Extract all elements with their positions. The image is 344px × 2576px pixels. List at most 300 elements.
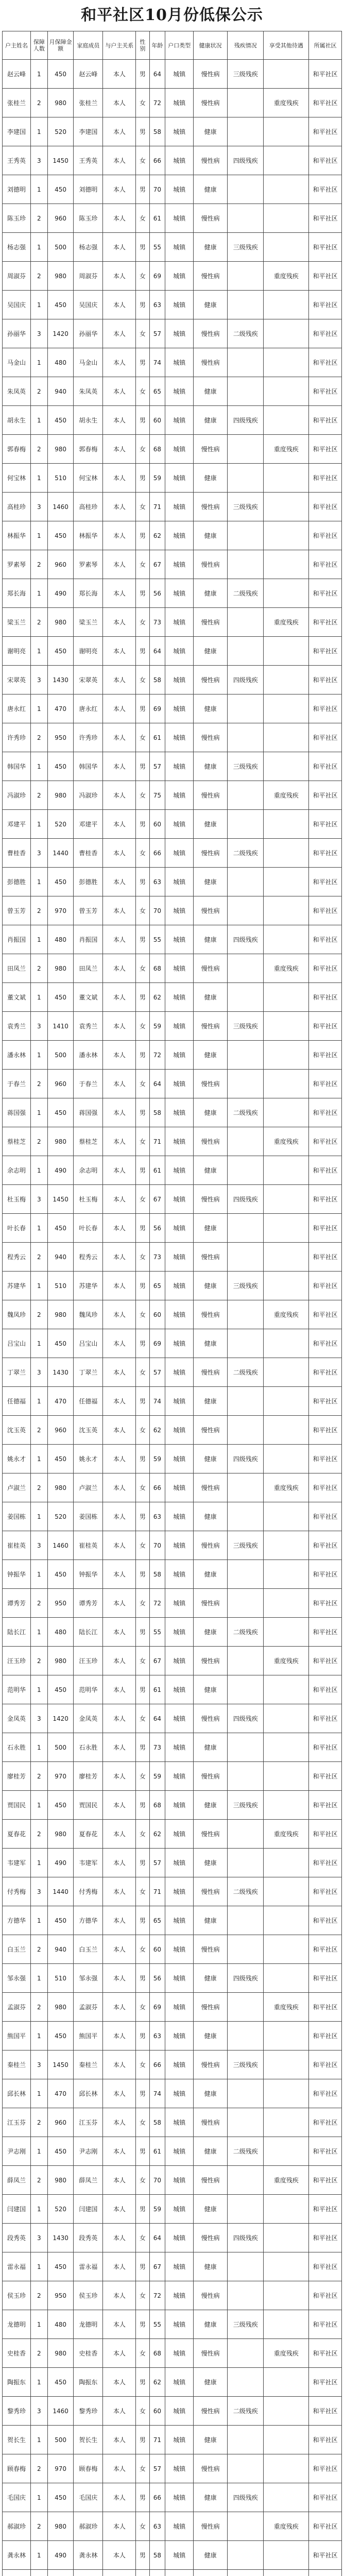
table-cell: 本人 [103,1589,136,1618]
table-cell: 3 [30,1185,47,1214]
table-cell [264,233,309,262]
table-cell: 城镇 [165,1214,194,1243]
table-row [3,2368,342,2397]
table-cell: 男 [136,2079,149,2108]
table-cell [228,89,264,117]
table-cell: 450 [47,1791,74,1820]
table-cell: 本人 [103,1272,136,1300]
table-cell: 本人 [103,1762,136,1791]
table-cell [228,2570,264,2576]
table-cell: 毛国庆 [74,2483,103,2512]
table-cell: 三级残疾 [228,1012,264,1041]
table-cell: 1460 [47,1531,74,1560]
table-cell: 谭秀芳 [74,1589,103,1618]
table-cell: 1 [30,60,47,89]
table-cell: 和平社区 [309,464,342,493]
table-cell: 66 [149,146,165,175]
table-cell: 490 [47,2541,74,2570]
table-cell [264,1560,309,1589]
table-cell: 重度残疾 [264,2166,309,2195]
table-cell: 重度残疾 [264,1820,309,1849]
table-cell: 男 [136,925,149,954]
table-cell: 崔桂英 [74,1531,103,1560]
table-cell: 陈玉珍 [74,204,103,233]
table-cell: 980 [47,1647,74,1675]
table-cell: 2 [30,2166,47,2195]
table-cell: 魏凤珍 [74,1300,103,1329]
table-cell: 城镇 [165,1070,194,1098]
table-cell: 58 [149,666,165,694]
table-cell: 城镇 [165,521,194,550]
table-row [3,1733,342,1762]
table-cell: 2 [30,1300,47,1329]
table-cell: 本人 [103,868,136,896]
table-row [3,1272,342,1300]
table-row [3,839,342,868]
table-cell: 2 [30,2512,47,2541]
table-cell [103,2570,136,2576]
table-cell [264,637,309,666]
table-cell: 980 [47,89,74,117]
table-cell: 男 [136,1618,149,1647]
table-cell: 3 [30,493,47,521]
table-cell: 董文斌 [3,983,31,1012]
table-cell: 本人 [103,637,136,666]
table-cell: 和平社区 [309,608,342,637]
table-cell: 城镇 [165,348,194,377]
table-cell: 健康 [194,1849,228,1877]
table-cell: 和平社区 [309,175,342,204]
table-cell: 慢性病 [194,2281,228,2310]
table-cell: 慢性病 [194,204,228,233]
table-cell: 女 [136,2339,149,2368]
table-cell: 薛凤兰 [74,2166,103,2195]
table-row [3,1531,342,1560]
table-cell: 慢性病 [194,1877,228,1906]
table-cell: 健康 [194,521,228,550]
table-cell: 和平社区 [309,1300,342,1329]
table-cell [228,1070,264,1098]
table-cell: 肖振国 [3,925,31,954]
table-cell: 城镇 [165,1762,194,1791]
table-row [3,694,342,723]
table-cell: 和平社区 [309,839,342,868]
table-cell: 秦桂兰 [74,2050,103,2079]
table-cell: 孟淑芬 [3,1993,31,2022]
table-cell: 健康 [194,2310,228,2339]
table-cell: 1460 [47,493,74,521]
table-cell: 970 [47,2454,74,2483]
table-cell: 本人 [103,1993,136,2022]
table-cell: 曹桂香 [3,839,31,868]
table-cell: 1 [30,1791,47,1820]
table-cell: 490 [47,1849,74,1877]
table-cell: 63 [149,1502,165,1531]
table-cell: 曾玉芳 [74,896,103,925]
table-cell: 1 [30,464,47,493]
table-cell [264,1416,309,1445]
table-cell: 480 [47,2310,74,2339]
table-cell: 慢性病 [194,1127,228,1156]
table-cell [264,550,309,579]
table-cell: 冯淑珍 [3,781,31,810]
table-cell: 1440 [47,1877,74,1906]
table-cell: 城镇 [165,637,194,666]
table-cell [165,2570,194,2576]
table-cell [228,1243,264,1272]
table-cell: 二级残疾 [228,1877,264,1906]
table-cell: 二级残疾 [228,1098,264,1127]
table-cell: 慢性病 [194,319,228,348]
table-cell [264,291,309,319]
table-cell [264,2108,309,2137]
table-cell: 72 [149,1589,165,1618]
table-cell: 侯玉珍 [3,2281,31,2310]
table-cell [264,2281,309,2310]
table-cell: 城镇 [165,2281,194,2310]
table-cell: 健康 [194,117,228,146]
table-cell: 女 [136,1762,149,1791]
table-cell: 和平社区 [309,1733,342,1762]
table-cell [228,637,264,666]
table-cell: 女 [136,1820,149,1849]
table-cell: 城镇 [165,1877,194,1906]
table-cell: 城镇 [165,464,194,493]
table-cell: 3 [30,1877,47,1906]
table-cell: 慢性病 [194,2166,228,2195]
table-row [3,146,342,175]
table-cell: 邓建平 [74,810,103,839]
table-cell: 健康 [194,2079,228,2108]
table-cell: 重度残疾 [264,2339,309,2368]
table-cell: 四级残疾 [228,666,264,694]
table-cell: 程秀云 [3,1243,31,1272]
table-cell: 69 [149,694,165,723]
table-cell: 女 [136,89,149,117]
table-cell: 980 [47,781,74,810]
table-cell: 60 [149,2397,165,2426]
table-cell: 3 [30,1012,47,1041]
table-cell: 1410 [47,1012,74,1041]
table-cell: 2 [30,1762,47,1791]
table-cell [228,781,264,810]
table-cell: 55 [149,1618,165,1647]
table-row [3,1560,342,1589]
table-cell: 慢性病 [194,2454,228,2483]
table-cell: 城镇 [165,896,194,925]
table-cell: 本人 [103,1358,136,1387]
table-cell: 城镇 [165,2166,194,2195]
table-cell: 1 [30,983,47,1012]
table-cell: 65 [149,1272,165,1300]
table-cell: 本人 [103,521,136,550]
table-cell: 城镇 [165,1127,194,1156]
table-cell [264,839,309,868]
table-cell: 男 [136,983,149,1012]
table-row [3,2281,342,2310]
table-cell: 健康 [194,868,228,896]
table-cell: 2 [30,1820,47,1849]
table-cell: 余志明 [3,1156,31,1185]
table-cell: 男 [136,1329,149,1358]
table-row [3,1473,342,1502]
table-cell: 69 [149,1329,165,1358]
table-cell: 57 [149,2454,165,2483]
table-cell: 女 [136,319,149,348]
table-row [3,521,342,550]
table-cell: 慢性病 [194,1300,228,1329]
table-cell: 女 [136,550,149,579]
table-cell: 李建国 [74,117,103,146]
table-cell: 慢性病 [194,839,228,868]
table-cell: 城镇 [165,1358,194,1387]
table-cell [264,1704,309,1733]
table-cell: 闫建国 [3,2195,31,2224]
table-cell: 1440 [47,839,74,868]
table-cell: 61 [149,1675,165,1704]
table-row [3,1041,342,1070]
column-header: 性别 [136,31,149,60]
table-cell: 本人 [103,810,136,839]
table-row [3,175,342,204]
table-cell: 女 [136,2108,149,2137]
table-cell: 470 [47,2079,74,2108]
table-row [3,1098,342,1127]
table-cell [194,2570,228,2576]
table-cell: 段秀英 [74,2224,103,2252]
table-cell: 女 [136,1243,149,1272]
table-cell: 57 [149,1358,165,1387]
table-cell: 城镇 [165,146,194,175]
column-header: 享受其他待遇 [264,31,309,60]
table-cell: 四级残疾 [228,1185,264,1214]
table-cell: 980 [47,608,74,637]
table-cell: 陆长江 [3,1618,31,1647]
table-cell: 慢性病 [194,435,228,464]
table-cell: 63 [149,868,165,896]
table-cell: 960 [47,1416,74,1445]
table-cell: 和平社区 [309,1647,342,1675]
table-cell [228,435,264,464]
table-cell: 白玉兰 [3,1935,31,1964]
table-cell: 女 [136,1993,149,2022]
table-cell [228,896,264,925]
table-cell: 3 [30,1358,47,1387]
table-cell: 和平社区 [309,1531,342,1560]
table-cell: 城镇 [165,2512,194,2541]
table-cell: 本人 [103,1964,136,1993]
table-cell [264,117,309,146]
table-cell: 重度残疾 [264,1993,309,2022]
table-row [3,781,342,810]
table-row [3,608,342,637]
table-row [3,1070,342,1098]
table-cell [264,1791,309,1820]
table-cell: 女 [136,666,149,694]
table-cell: 健康 [194,1733,228,1762]
table-cell: 女 [136,608,149,637]
table-body [3,60,342,2576]
table-cell [264,1531,309,1560]
table-cell: 男 [136,233,149,262]
table-cell [264,1935,309,1964]
table-cell: 2 [30,2281,47,2310]
table-cell: 慢性病 [194,1531,228,1560]
table-cell: 城镇 [165,2108,194,2137]
table-row [3,983,342,1012]
table-cell: 吕宝山 [3,1329,31,1358]
table-cell: 许秀珍 [3,723,31,752]
table-cell: 孟淑芬 [74,1993,103,2022]
table-cell: 方德华 [74,1906,103,1935]
table-row [3,493,342,521]
table-cell [264,1762,309,1791]
table-cell: 三级残疾 [228,493,264,521]
table-cell: 女 [136,1531,149,1560]
table-cell: 唐永红 [74,694,103,723]
table-cell: 男 [136,752,149,781]
table-cell: 本人 [103,1704,136,1733]
table-cell: 1 [30,2137,47,2166]
table-cell: 和平社区 [309,1906,342,1935]
table-cell: 1 [30,1502,47,1531]
table-cell [228,983,264,1012]
table-cell: 江玉芬 [3,2108,31,2137]
column-header: 残疾情况 [228,31,264,60]
table-cell: 谢明亮 [3,637,31,666]
table-cell [228,1762,264,1791]
table-cell [228,1647,264,1675]
table-cell: 本人 [103,1531,136,1560]
table-cell: 慢性病 [194,1704,228,1733]
table-cell: 三级残疾 [228,60,264,89]
table-cell: 付秀梅 [74,1877,103,1906]
table-cell [264,868,309,896]
table-cell: 70 [149,896,165,925]
table-cell: 58 [149,2541,165,2570]
table-cell: 健康 [194,1791,228,1820]
table-cell: 女 [136,1647,149,1675]
table-cell: 慢性病 [194,954,228,983]
table-cell: 城镇 [165,1272,194,1300]
table-cell: 本人 [103,2339,136,2368]
table-cell: 男 [136,1098,149,1127]
table-cell: 67 [149,1647,165,1675]
table-cell: 59 [149,464,165,493]
table-cell: 1 [30,1098,47,1127]
table-cell: 城镇 [165,493,194,521]
table-cell: 女 [136,1012,149,1041]
table-row [3,2224,342,2252]
table-cell: 崔桂英 [3,1531,31,1560]
table-row [3,1935,342,1964]
table-cell: 健康 [194,1098,228,1127]
table-cell [264,1733,309,1762]
table-cell [136,2570,149,2576]
table-cell: 男 [136,1156,149,1185]
table-cell: 和平社区 [309,637,342,666]
table-cell [264,896,309,925]
table-cell [228,1675,264,1704]
table-cell: 和平社区 [309,204,342,233]
table-cell [264,694,309,723]
table-row [3,2570,342,2576]
table-row [3,464,342,493]
table-cell: 本人 [103,1243,136,1272]
table-cell: 980 [47,1993,74,2022]
table-cell: 胡永生 [3,406,31,435]
table-cell: 夏春花 [74,1820,103,1849]
table-cell: 1430 [47,666,74,694]
table-cell: 1 [30,233,47,262]
table-cell: 金凤英 [3,1704,31,1733]
table-cell: 2 [30,2339,47,2368]
table-cell: 520 [47,1502,74,1531]
table-cell: 谭秀芳 [3,1589,31,1618]
table-cell: 男 [136,291,149,319]
table-cell: 72 [149,89,165,117]
table-cell [264,348,309,377]
table-cell [228,1589,264,1618]
table-cell: 城镇 [165,1964,194,1993]
table-cell: 张桂兰 [3,89,31,117]
table-cell: 慢性病 [194,2050,228,2079]
table-cell: 450 [47,406,74,435]
table-cell: 二级残疾 [228,839,264,868]
table-cell: 和平社区 [309,2454,342,2483]
table-cell: 和平社区 [309,1127,342,1156]
table-cell: 邹永强 [74,1964,103,1993]
table-cell: 慢性病 [194,781,228,810]
page-title: 和平社区10月份低保公示 [81,6,263,24]
table-cell: 本人 [103,1098,136,1127]
table-cell: 城镇 [165,435,194,464]
table-cell: 男 [136,1502,149,1531]
table-cell: 城镇 [165,1445,194,1473]
table-cell: 450 [47,1445,74,1473]
table-cell [228,2022,264,2050]
table-cell: 70 [149,175,165,204]
table-cell: 韦建军 [3,1849,31,1877]
table-cell: 熊国平 [74,2022,103,2050]
table-cell: 980 [47,1473,74,1502]
table-cell [264,1589,309,1618]
table-cell: 和平社区 [309,493,342,521]
table-cell [264,521,309,550]
table-cell: 本人 [103,694,136,723]
table-cell: 58 [149,117,165,146]
table-cell: 2 [30,1416,47,1445]
table-cell: 470 [47,1387,74,1416]
table-cell: 女 [136,1185,149,1214]
table-cell: 73 [149,1733,165,1762]
table-row [3,868,342,896]
table-cell: 960 [47,550,74,579]
table-cell [264,175,309,204]
table-cell [264,2570,309,2576]
table-cell: 520 [47,117,74,146]
table-cell: 男 [136,2022,149,2050]
table-cell: 健康 [194,233,228,262]
table-cell [228,1041,264,1070]
table-cell: 和平社区 [309,579,342,608]
table-cell: 500 [47,2426,74,2454]
table-cell: 55 [149,925,165,954]
table-cell: 1 [30,2541,47,2570]
table-cell: 本人 [103,2512,136,2541]
table-cell: 1450 [47,1185,74,1214]
table-row [3,2541,342,2570]
